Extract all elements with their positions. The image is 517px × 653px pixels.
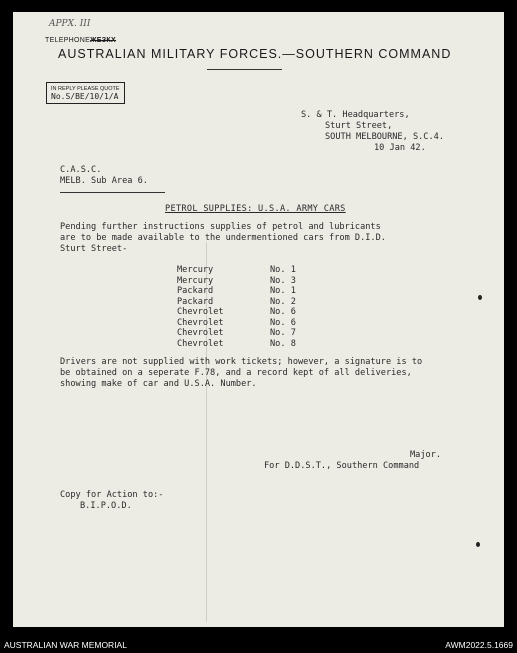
car-make: Chevrolet [177,328,224,338]
telephone-number-struck: ЖЕЗКХ [90,37,116,44]
address-line: Sturt Street, [325,121,393,131]
car-make: Packard [177,286,214,296]
car-make: Mercury [177,265,214,275]
footer-accession-number: AWM2022.5.1669 [445,640,513,650]
ink-spot [476,542,480,547]
car-number: No. 6 [270,307,296,317]
reply-quote-box [46,82,125,104]
car-make: Packard [177,296,214,307]
subject-heading: PETROL SUPPLIES: U.S.A. ARMY CARS [165,204,346,214]
address-line: S. & T. Headquarters, [301,110,410,120]
document-date: 10 Jan 42. [374,143,426,153]
recipient-line: C.A.S.C. [60,165,102,175]
recipient-rule [60,192,165,193]
car-make: Chevrolet [177,307,224,317]
copy-recipient: B.I.P.O.D. [80,501,132,511]
telephone-line [45,37,116,44]
car-number: No. 7 [270,328,296,338]
paragraph-line: Sturt Street- [60,244,128,254]
paragraph-line: are to be made available to the undermentioned cars from D.I.D. [60,233,386,243]
document-page [13,12,504,627]
signature-rank: Major. [410,450,442,460]
handwritten-annotation: APPX. III [49,19,91,29]
footer-credit: AUSTRALIAN WAR MEMORIAL [4,640,127,650]
letterhead-title: AUSTRALIAN MILITARY FORCES.—SOUTHERN COMMAND [58,47,452,61]
car-make: Mercury [177,275,214,286]
car-number: No. 3 [270,275,296,286]
car-number: No. 1 [270,286,296,296]
car-make: Chevrolet [177,338,224,349]
paragraph-line: Pending further instructions supplies of petrol and lubricants [60,222,381,232]
paragraph-line: Drivers are not supplied with work tickets; however, a signature is to [60,357,423,367]
copy-for-action-label: Copy for Action to:- [60,490,164,500]
paragraph-line: be obtained on a seperate F.78, and a record kept of all deliveries, [60,368,412,378]
paragraph-line: showing make of car and U.S.A. Number. [60,379,257,389]
recipient-line: MELB. Sub Area 6. [60,176,148,186]
car-make: Chevrolet [177,317,224,328]
car-number: No. 6 [270,317,296,328]
telephone-label: TELEPHONE [45,37,91,44]
reply-quote-label: IN REPLY PLEASE QUOTE [51,86,120,92]
car-number: No. 8 [270,338,296,349]
letterhead-rule [207,69,282,70]
ink-spot [478,295,482,300]
address-line: SOUTH MELBOURNE, S.C.4. [325,132,444,142]
car-number: No. 1 [270,265,296,275]
signature-block: For D.D.S.T., Southern Command [264,461,420,471]
car-number: No. 2 [270,296,296,307]
reply-reference: No.S/BE/10/1/A [51,92,119,101]
